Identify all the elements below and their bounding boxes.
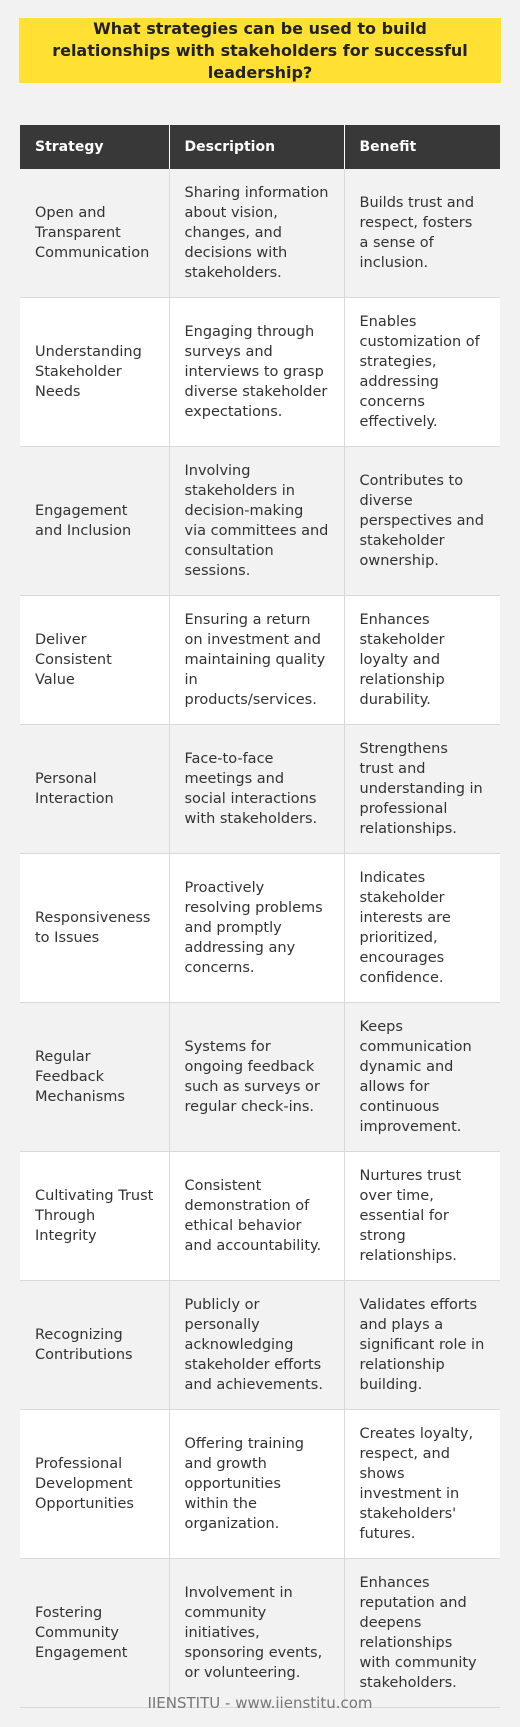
cell-benefit: Enables customization of strategies, addressing concerns effectively. — [344, 298, 500, 447]
footer-credit: IIENSTITU - www.iienstitu.com — [147, 1694, 373, 1712]
table-header — [20, 125, 500, 169]
cell-benefit: Nurtures trust over time, essential for strong relationships. — [344, 1152, 500, 1281]
cell-benefit: Builds trust and respect, fosters a sense of inclusion. — [344, 169, 500, 298]
table-row — [20, 1003, 500, 1152]
title-banner — [19, 18, 501, 83]
strategy-table-container — [20, 125, 500, 1708]
strategy-table — [20, 125, 500, 1708]
table-row — [20, 1152, 500, 1281]
table-row — [20, 169, 500, 298]
cell-benefit: Indicates stakeholder interests are prioritized, encourages confidence. — [344, 854, 500, 1003]
table-row — [20, 1410, 500, 1559]
header-benefit: Benefit — [344, 125, 500, 169]
cell-description: Face-to-face meetings and social interactions with stakeholders. — [169, 725, 344, 854]
page-title: What strategies can be used to build relationships with stakeholders for successful leadership? — [52, 18, 468, 82]
table-row — [20, 298, 500, 447]
cell-description: Involving stakeholders in decision-making via committees and consultation sessions. — [169, 447, 344, 596]
cell-strategy: Responsiveness to Issues — [20, 854, 169, 1003]
cell-benefit: Enhances stakeholder loyalty and relationship durability. — [344, 596, 500, 725]
cell-description: Proactively resolving problems and promptly addressing any concerns. — [169, 854, 344, 1003]
cell-benefit: Enhances reputation and deepens relationships with community stakeholders. — [344, 1559, 500, 1708]
cell-strategy: Regular Feedback Mechanisms — [20, 1003, 169, 1152]
cell-strategy: Understanding Stakeholder Needs — [20, 298, 169, 447]
cell-strategy: Fostering Community Engagement — [20, 1559, 169, 1708]
cell-benefit: Contributes to diverse perspectives and stakeholder ownership. — [344, 447, 500, 596]
cell-description: Engaging through surveys and interviews to grasp diverse stakeholder expectations. — [169, 298, 344, 447]
cell-strategy: Engagement and Inclusion — [20, 447, 169, 596]
cell-benefit: Keeps communication dynamic and allows for continuous improvement. — [344, 1003, 500, 1152]
cell-description: Publicly or personally acknowledging stakeholder efforts and achievements. — [169, 1281, 344, 1410]
table-row — [20, 1559, 500, 1708]
table-row — [20, 1281, 500, 1410]
cell-benefit: Creates loyalty, respect, and shows investment in stakeholders' futures. — [344, 1410, 500, 1559]
table-row — [20, 854, 500, 1003]
cell-description: Sharing information about vision, changes, and decisions with stakeholders. — [169, 169, 344, 298]
cell-strategy: Personal Interaction — [20, 725, 169, 854]
cell-description: Offering training and growth opportunities within the organization. — [169, 1410, 344, 1559]
table-row — [20, 596, 500, 725]
table-row — [20, 725, 500, 854]
cell-strategy: Open and Transparent Communication — [20, 169, 169, 298]
header-description: Description — [169, 125, 344, 169]
cell-strategy: Cultivating Trust Through Integrity — [20, 1152, 169, 1281]
cell-description: Ensuring a return on investment and maintaining quality in products/services. — [169, 596, 344, 725]
cell-strategy: Deliver Consistent Value — [20, 596, 169, 725]
cell-description: Consistent demonstration of ethical behavior and accountability. — [169, 1152, 344, 1281]
header-row — [20, 125, 500, 169]
cell-benefit: Strengthens trust and understanding in professional relationships. — [344, 725, 500, 854]
cell-benefit: Validates efforts and plays a significant role in relationship building. — [344, 1281, 500, 1410]
cell-description: Involvement in community initiatives, sponsoring events, or volunteering. — [169, 1559, 344, 1708]
table-body — [20, 169, 500, 1708]
cell-description: Systems for ongoing feedback such as surveys or regular check-ins. — [169, 1003, 344, 1152]
header-strategy: Strategy — [20, 125, 169, 169]
cell-strategy: Recognizing Contributions — [20, 1281, 169, 1410]
table-row — [20, 447, 500, 596]
cell-strategy: Professional Development Opportunities — [20, 1410, 169, 1559]
